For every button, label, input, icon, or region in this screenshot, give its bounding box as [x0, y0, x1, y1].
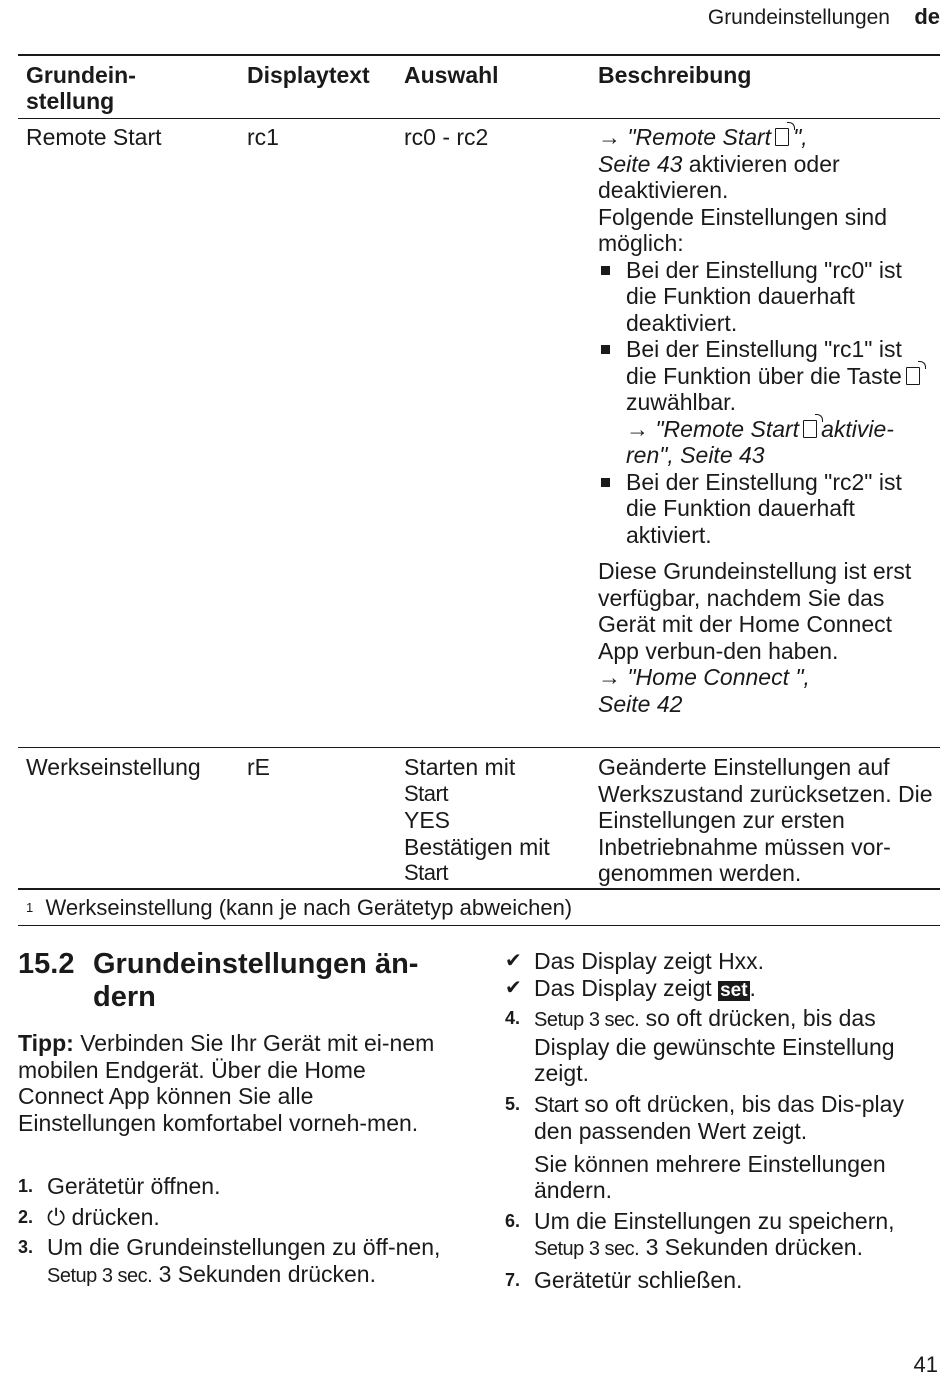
list-item: ✔ Das Display zeigt set. [505, 974, 756, 1001]
set-display-symbol: set [720, 979, 748, 1001]
table-top-rule [18, 54, 940, 56]
home-connect-link[interactable]: → "Home Connect ", Seite 42 [598, 664, 810, 717]
row-rule [18, 747, 940, 748]
list-item: 1. Gerätetür öffnen. [18, 1173, 221, 1199]
list-item: 7. Gerätetür schließen. [505, 1266, 743, 1293]
step-note: Sie können mehrere Einstellungen ändern. [534, 1150, 886, 1203]
selection-factory-reset: Starten mit Start YES Bestätigen mit Start [404, 754, 589, 887]
bullet-icon [601, 345, 610, 354]
display-re: rE [247, 754, 270, 780]
description-remote-start [598, 124, 933, 717]
steps-left [18, 1173, 443, 1289]
remote-start-link[interactable]: "Remote Start ", [627, 124, 808, 150]
check-icon: ✔ [505, 976, 522, 999]
selection-rc: rc0 - rc2 [404, 124, 489, 150]
start-key-label: Start [404, 860, 448, 885]
setting-remote-start: Remote Start [26, 124, 162, 150]
remote-start-icon [906, 367, 920, 385]
list-item: 3. Um die Grundeinstellungen zu öff-nen, Setup 3 sec. 3 Sekunden drücken. [18, 1234, 441, 1287]
desc-text-1: aktivieren oder deaktivieren. [598, 150, 840, 203]
col-header-selection: Auswahl [404, 62, 499, 88]
bullet-icon [601, 478, 610, 487]
setup-key-label: Setup 3 sec. [534, 1238, 640, 1260]
col-header-description: Beschreibung [598, 62, 752, 88]
list-item: Bei der Einstellung "rc0" ist die Funktion dauerhaft deaktiviert. [598, 257, 933, 337]
col-header-setting: Grundein- stellung [26, 62, 136, 114]
description-factory-reset: Geänderte Einstellungen auf Werkszustand zurücksetzen. Die Einstellungen zur ersten Inbetriebnahme müssen vor-genommen werden. [598, 754, 933, 886]
bullet-icon [601, 266, 610, 275]
list-item: Bei der Einstellung "rc2" ist die Funktion dauerhaft aktiviert. [598, 469, 933, 549]
setup-key-label: Setup 3 sec. [47, 1264, 153, 1287]
desc-text-2: Folgende Einstellungen sind möglich: [598, 203, 887, 256]
list-item: 6. Um die Einstellungen zu speichern, Setup 3 sec. 3 Sekunden drücken. [505, 1207, 895, 1260]
table-bottom-rule [18, 888, 940, 890]
section-heading: 15.2 Grundeinstellungen än-dern [18, 948, 419, 1013]
arrow-icon: → [598, 124, 621, 150]
page-number: 41 [913, 1352, 938, 1377]
table-footnote: $^1$ Werkseinstellung (kann je nach Gerätetyp abweichen) [26, 895, 573, 920]
start-key-label: Start [534, 1091, 578, 1117]
arrow-icon: → [626, 415, 656, 442]
arrow-icon: → [598, 664, 628, 690]
list-item: 4. Setup 3 sec. so oft drücken, bis das Display die gewünschte Einstellung zeigt. [505, 1005, 895, 1086]
remote-start-icon [775, 128, 789, 146]
list-item: 5. Start so oft drücken, bis das Dis-play den passenden Wert zeigt. [505, 1090, 904, 1144]
list-item: ✔ Das Display zeigt Hxx. [505, 948, 765, 974]
check-icon: ✔ [505, 950, 522, 972]
steps-right [505, 948, 943, 1293]
setup-key-label: Setup 3 sec. [534, 1009, 640, 1031]
display-rc1: rc1 [247, 124, 279, 150]
language-code: de [914, 4, 940, 29]
col-header-display: Displaytext [247, 62, 370, 88]
setting-factory-reset: Werkseinstellung [26, 754, 201, 780]
remote-start-activate-link[interactable]: → "Remote Start aktivie-ren", Seite 43 [626, 415, 894, 468]
start-key-label: Start [404, 780, 448, 806]
remote-start-icon [803, 420, 817, 438]
running-header: Grundeinstellungen [707, 6, 890, 29]
desc-text-3: Diese Grundeinstellung ist erst verfügbar, nachdem Sie das Gerät mit der Home Connect App verbun-den haben. [598, 558, 912, 664]
page-ref-43[interactable]: Seite 43 [598, 150, 683, 177]
footnote-rule [18, 925, 940, 926]
header-rule [18, 118, 940, 119]
power-icon: ⏻ [47, 1203, 66, 1230]
list-item: Bei der Einstellung "rc1" ist die Funktion über die Tastezuwählbar. → "Remote Start aktivie-ren", Seite 43 [598, 336, 933, 469]
list-item: 2. ⏻ drücken. [18, 1203, 160, 1230]
tip-paragraph: Tipp: Verbinden Sie Ihr Gerät mit ei-nem mobilen Endgerät. Über die Home Connect App können Sie alle Einstellungen komfortabel vorneh-men. [18, 1030, 435, 1136]
